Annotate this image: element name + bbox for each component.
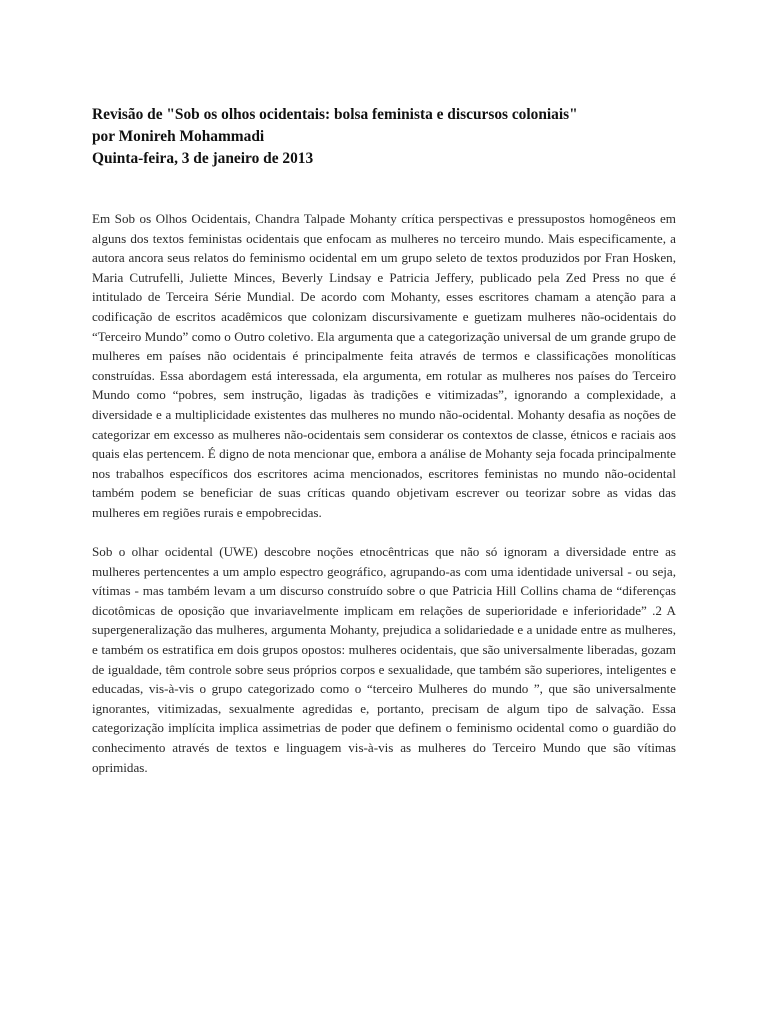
document-page — [92, 104, 676, 777]
paragraph-2: Sob o olhar ocidental (UWE) descobre noções etnocêntricas que não só ignoram a diversidade entre as mulheres pertencentes a um amplo espectro geográfico, agrupando-as com uma identidade universal - ou seja, vítimas - mas também levam a um discurso construído sobre o que Patricia Hill Collins chama de “diferenças dicotômicas de oposição que invariavelmente implicam em relações de superioridade e inferioridade” .2 A supergeneralização das mulheres, argumenta Mohanty, prejudica a solidariedade e a unidade entre as mulheres, e também os estratifica em dois grupos opostos: mulheres ocidentais, que são universalmente liberadas, gozam de igualdade, têm controle sobre seus próprios corpos e sexualidade, que também são superiores, inteligentes e educadas, vis-à-vis o grupo categorizado como o “terceiro Mulheres do mundo ”, que são universalmente ignorantes, vitimizadas, sexualmente agredidas e, portanto, precisam de algum tipo de salvação. Essa categorização implícita implica assimetrias de poder que definem o feminismo ocidental como o guardião do conhecimento através de textos e linguagem vis-à-vis as mulheres do Terceiro Mundo que são vítimas oprimidas. — [92, 544, 676, 775]
title-line-2-author: por Monireh Mohammadi — [92, 128, 265, 145]
document-header — [92, 104, 676, 170]
document-body — [92, 209, 676, 777]
publication-date: Quinta-feira, 3 de janeiro de 2013 — [92, 150, 314, 167]
title-line-1: Revisão de "Sob os olhos ocidentais: bolsa feminista e discursos coloniais" — [92, 106, 578, 123]
paragraph-1: Em Sob os Olhos Ocidentais, Chandra Talpade Mohanty crítica perspectivas e pressupostos homogêneos em alguns dos textos feministas ocidentais que enfocam as mulheres no terceiro mundo. Mais especificamente, a autora ancora seus relatos do feminismo ocidental em um grupo seleto de textos produzidos por Fran Hosken, Maria Cutrufelli, Juliette Minces, Beverly Lindsay e Patricia Jeffery, publicado pela Zed Press no que é intitulado de Terceira Série Mundial. De acordo com Mohanty, esses escritores chamam a atenção para a codificação de escritos acadêmicos que colonizam discursivamente e guetizam mulheres não-ocidentais do “Terceiro Mundo” como o Outro coletivo. Ela argumenta que a categorização universal de um grande grupo de mulheres em países não ocidentais é principalmente feita através de termos e classificações monolíticas construídas. Essa abordagem está interessada, ela argumenta, em rotular as mulheres nos países do Terceiro Mundo como “pobres, sem instrução, ligadas às tradições e vitimizadas”, ignorando a complexidade, a diversidade e a multiplicidade existentes das mulheres no mundo não-ocidental. Mohanty desafia as noções de categorizar em excesso as mulheres não-ocidentais sem considerar os contextos de classe, étnicos e raciais aos quais elas pertencem. É digno de nota mencionar que, embora a análise de Mohanty seja focada principalmente nos trabalhos específicos dos escritores acima mencionados, escritores feministas no mundo não-ocidental também podem se beneficiar de suas críticas quando objetivam escrever ou teorizar sobre as vidas das mulheres em regiões rurais e empobrecidas. — [92, 211, 676, 520]
